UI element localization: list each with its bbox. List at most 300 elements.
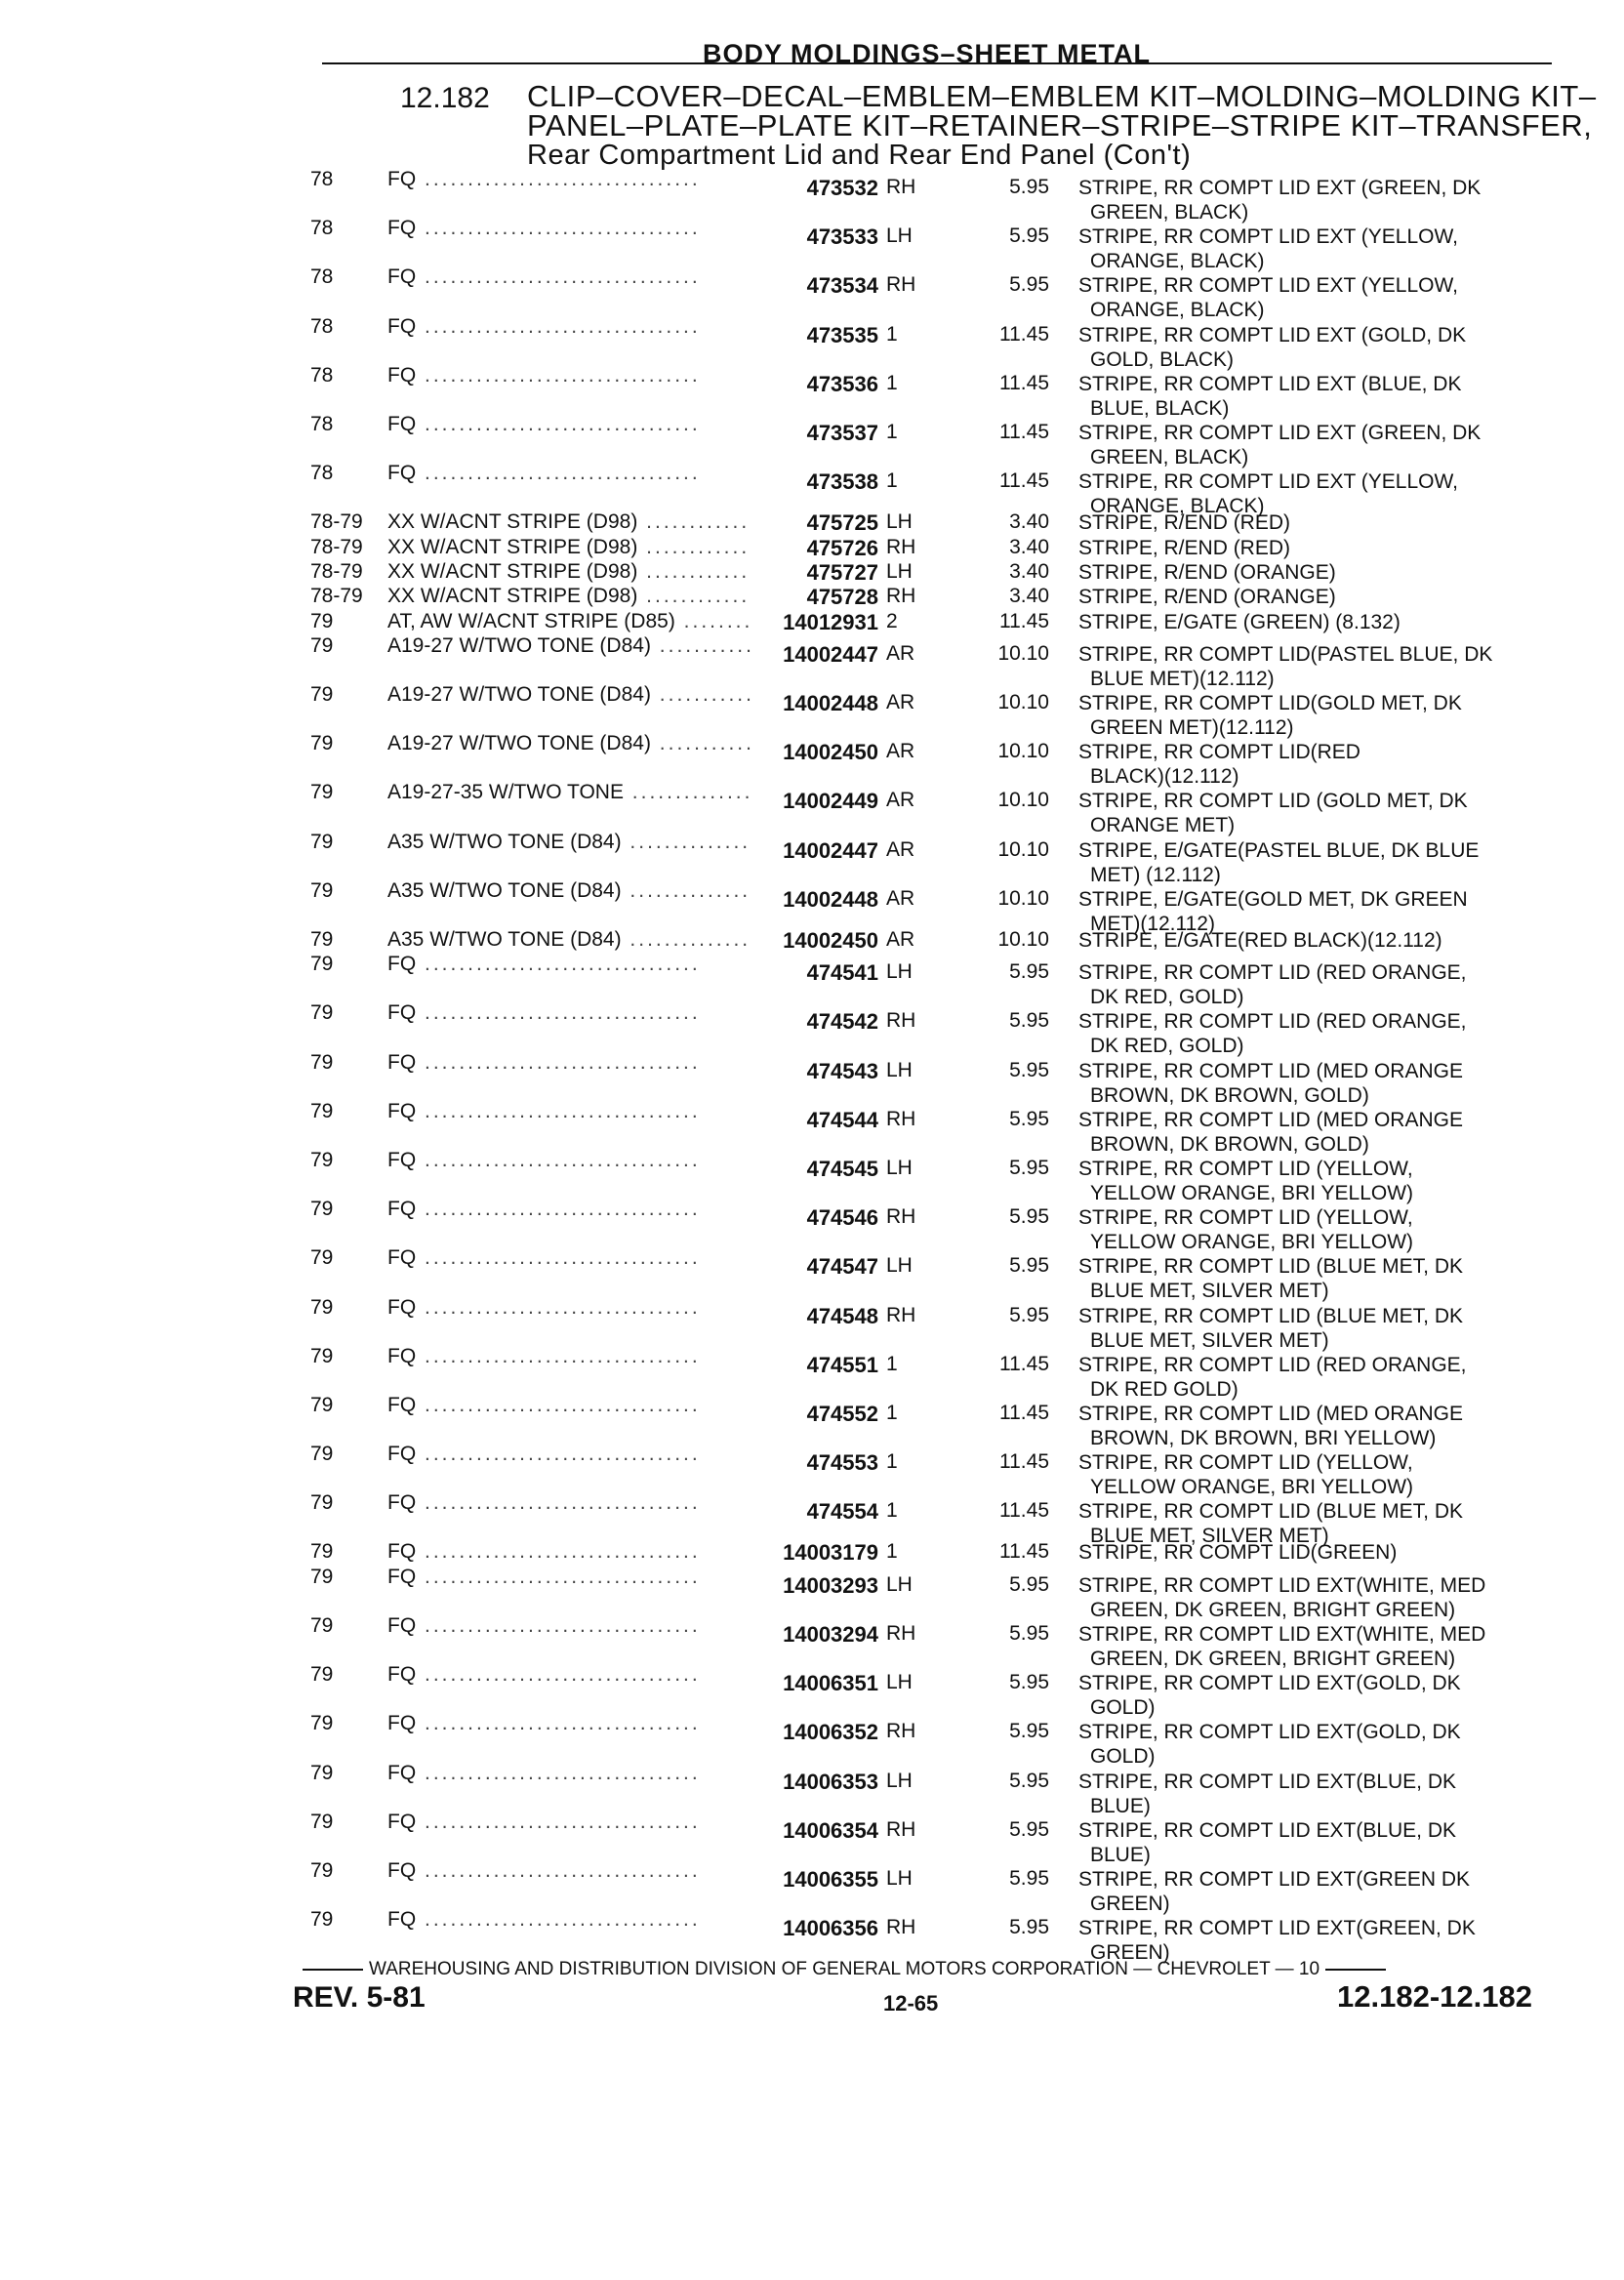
usage (387, 1001, 778, 1025)
table-row (293, 953, 1562, 1009)
quantity: AR (886, 789, 915, 812)
description-main: STRIPE, RR COMPT LID EXT(WHITE, MED (1078, 1573, 1486, 1597)
price: 11.45 (999, 1352, 1049, 1375)
quantity: AR (886, 740, 915, 763)
description (1078, 928, 1576, 953)
part-number: 14003179 (783, 1540, 878, 1566)
usage (387, 732, 778, 755)
model-year: 79 (310, 1858, 334, 1882)
usage (387, 1394, 778, 1417)
leader-dots: ................................ (416, 1443, 701, 1466)
description-continued: DK RED, GOLD) (1090, 1035, 1244, 1058)
table-row (293, 585, 1562, 609)
table-row (293, 1295, 1562, 1352)
usage (387, 879, 778, 903)
usage (387, 610, 778, 633)
description-main: STRIPE, RR COMPT LID (YELLOW, (1078, 1206, 1413, 1230)
model-year: 79 (310, 1148, 334, 1171)
part-number: 474552 (806, 1401, 878, 1426)
quantity: RH (886, 273, 916, 297)
table-row (293, 928, 1562, 953)
usage-text: FQ (387, 1491, 417, 1515)
quantity: LH (886, 1156, 913, 1179)
usage-text: FQ (387, 462, 417, 485)
usage-text: A19-27 W/TWO TONE (D84) (387, 682, 651, 706)
description-main: STRIPE, RR COMPT LID (RED ORANGE, (1078, 1353, 1467, 1376)
leader-dots: ................................ (416, 1148, 701, 1171)
description-main: STRIPE, RR COMPT LID EXT(BLUE, DK (1078, 1770, 1457, 1793)
usage (387, 928, 778, 952)
part-number: 474541 (806, 960, 878, 986)
table-row (293, 1491, 1562, 1548)
quantity: RH (886, 1205, 916, 1229)
description-continued: GREEN, BLACK) (1090, 201, 1249, 224)
description-continued: ORANGE, BLACK) (1090, 299, 1265, 322)
price: 5.95 (1009, 1303, 1049, 1326)
leader-dots: ................................ (416, 462, 701, 485)
quantity: 1 (886, 1352, 898, 1375)
description-main: STRIPE, RR COMPT LID EXT (BLUE, DK (1078, 372, 1462, 395)
part-number: 14002448 (783, 886, 878, 912)
description-main: STRIPE, RR COMPT LID EXT(GOLD, DK (1078, 1721, 1461, 1744)
model-year: 78 (310, 314, 334, 338)
usage (387, 536, 778, 559)
model-year: 78-79 (310, 585, 363, 608)
description-continued: GREEN, DK GREEN, BRIGHT GREEN) (1090, 1647, 1456, 1670)
description-main: STRIPE, E/GATE (GREEN) (8.132) (1078, 610, 1401, 633)
table-row (293, 1001, 1562, 1058)
group-number: 12.182 (400, 82, 490, 114)
usage-text: FQ (387, 1198, 417, 1221)
usage-text: FQ (387, 265, 417, 289)
usage (387, 1614, 778, 1638)
description-main: STRIPE, RR COMPT LID (RED ORANGE, (1078, 961, 1467, 985)
description (1078, 1916, 1576, 1965)
leader-dots: ........... (650, 732, 754, 755)
price: 5.95 (1009, 1817, 1049, 1841)
usage-text: A35 W/TWO TONE (D84) (387, 830, 622, 853)
table-row (293, 1858, 1562, 1915)
usage (387, 1566, 778, 1589)
usage-text: FQ (387, 1540, 417, 1564)
quantity: RH (886, 1817, 916, 1841)
description-continued: BROWN, DK BROWN, GOLD) (1090, 1083, 1369, 1107)
usage (387, 1149, 778, 1172)
leader-dots: ................................ (416, 1613, 701, 1637)
price: 3.40 (1009, 535, 1049, 558)
price: 10.10 (997, 927, 1049, 951)
quantity: LH (886, 559, 913, 583)
price: 5.95 (1009, 224, 1049, 248)
price: 11.45 (999, 420, 1049, 443)
part-number: 473533 (806, 224, 878, 250)
part-number: 14006356 (783, 1916, 878, 1941)
quantity: RH (886, 1621, 916, 1645)
leader-dots: ................................ (416, 1050, 701, 1074)
table-row (293, 633, 1562, 690)
description-continued: GREEN, BLACK) (1090, 445, 1249, 468)
leader-dots: ................................ (416, 1344, 701, 1367)
description-main: STRIPE, R/END (RED) (1078, 536, 1291, 559)
price: 5.95 (1009, 1866, 1049, 1890)
quantity: LH (886, 1572, 913, 1596)
table-row (293, 1246, 1562, 1303)
usage (387, 1663, 778, 1687)
part-number: 474542 (806, 1009, 878, 1035)
usage-text: FQ (387, 314, 417, 338)
page-number: 12-65 (883, 1991, 939, 2015)
description-main: STRIPE, RR COMPT LID EXT (GREEN, DK (1078, 177, 1482, 199)
leader-dots: ................................ (416, 1712, 701, 1735)
leader-dots: ................................ (416, 1295, 701, 1319)
quantity: LH (886, 1254, 913, 1278)
description-main: STRIPE, RR COMPT LID (BLUE MET, DK (1078, 1500, 1464, 1524)
model-year: 79 (310, 732, 334, 755)
description-continued: BLUE) (1090, 1843, 1151, 1866)
group-range: 12.182-12.182 (1337, 1979, 1532, 2014)
group-subtitle: Rear Compartment Lid and Rear End Panel (Con't) (527, 140, 1192, 171)
model-year: 79 (310, 1908, 334, 1932)
description (1078, 536, 1576, 560)
part-number: 14002447 (783, 641, 878, 667)
usage (387, 1100, 778, 1123)
description-main: STRIPE, RR COMPT LID EXT (GOLD, DK (1078, 323, 1467, 346)
description-continued: GREEN) (1090, 1892, 1170, 1915)
quantity: RH (886, 176, 916, 198)
description-main: STRIPE, RR COMPT LID EXT (YELLOW, (1078, 470, 1458, 494)
usage (387, 1540, 778, 1564)
usage (387, 217, 778, 240)
leader-dots: ................................ (416, 1246, 701, 1270)
usage (387, 683, 778, 707)
price: 11.45 (999, 322, 1049, 346)
usage-text: FQ (387, 1565, 417, 1588)
part-number: 14006354 (783, 1817, 878, 1843)
part-number: 473534 (806, 273, 878, 299)
part-number: 474545 (806, 1156, 878, 1181)
price: 10.10 (997, 789, 1049, 812)
parts-list (293, 168, 1562, 1965)
description-continued: GOLD) (1090, 1696, 1156, 1720)
price: 3.40 (1009, 559, 1049, 583)
group-title-line-1: CLIP–COVER–DECAL–EMBLEM–EMBLEM KIT–MOLDING–MOLDING KIT– (527, 79, 1597, 113)
usage-text: A35 W/TWO TONE (D84) (387, 878, 622, 902)
model-year: 79 (310, 878, 334, 902)
description-main: STRIPE, RR COMPT LID(PASTEL BLUE, DK (1078, 642, 1493, 666)
quantity: AR (886, 886, 915, 910)
part-number: 14006353 (783, 1769, 878, 1794)
description (1078, 510, 1576, 535)
description-continued: BLUE) (1090, 1794, 1151, 1817)
model-year: 79 (310, 1001, 334, 1025)
usage (387, 634, 778, 658)
description (1078, 560, 1576, 585)
usage (387, 413, 778, 436)
part-number: 474546 (806, 1205, 878, 1231)
model-year: 79 (310, 609, 334, 632)
part-number: 473536 (806, 371, 878, 396)
part-number: 474543 (806, 1058, 878, 1083)
quantity: RH (886, 1107, 916, 1130)
model-year: 78-79 (310, 535, 363, 558)
quantity: RH (886, 535, 916, 558)
price: 5.95 (1009, 1720, 1049, 1743)
description-continued: GREEN MET)(12.112) (1090, 715, 1294, 739)
usage-text: FQ (387, 1443, 417, 1466)
table-row (293, 1148, 1562, 1204)
quantity: 1 (886, 469, 898, 493)
description (1078, 585, 1576, 609)
price: 5.95 (1009, 1058, 1049, 1081)
part-number: 14002450 (783, 927, 878, 953)
quantity: LH (886, 1058, 913, 1081)
sheet-title: BODY MOLDINGS–SHEET METAL (703, 39, 1152, 68)
price: 10.10 (997, 886, 1049, 910)
description-continued: GREEN) (1090, 1941, 1170, 1965)
leader-dots: ................................ (416, 1565, 701, 1588)
part-number: 473532 (806, 176, 878, 200)
usage (387, 1491, 778, 1515)
table-row (293, 732, 1562, 789)
model-year: 78 (310, 363, 334, 387)
part-number: 14002450 (783, 740, 878, 765)
description-main: STRIPE, RR COMPT LID (MED ORANGE (1078, 1108, 1463, 1131)
table-row (293, 1663, 1562, 1720)
part-number: 14002447 (783, 837, 878, 863)
usage-text: XX W/ACNT STRIPE (D98) (387, 535, 638, 558)
description-main: STRIPE, RR COMPT LID EXT (GREEN, DK (1078, 421, 1482, 444)
description-continued: GOLD, BLACK) (1090, 347, 1235, 371)
description-main: STRIPE, RR COMPT LID(RED (1078, 741, 1360, 764)
quantity: RH (886, 1720, 916, 1743)
table-row (293, 878, 1562, 935)
description-main: STRIPE, RR COMPT LID EXT (YELLOW, (1078, 274, 1458, 298)
quantity: AR (886, 641, 915, 665)
usage-text: XX W/ACNT STRIPE (D98) (387, 510, 638, 534)
quantity: LH (886, 1866, 913, 1890)
price: 10.10 (997, 740, 1049, 763)
price: 11.45 (999, 371, 1049, 394)
description-continued: MET) (12.112) (1090, 863, 1221, 886)
leader-dots: ................................ (416, 953, 701, 976)
price: 5.95 (1009, 1916, 1049, 1939)
model-year: 79 (310, 1344, 334, 1367)
description-main: STRIPE, RR COMPT LID EXT(BLUE, DK (1078, 1818, 1457, 1842)
table-row (293, 1613, 1562, 1670)
price: 5.95 (1009, 176, 1049, 198)
price: 5.95 (1009, 960, 1049, 984)
usage (387, 1762, 778, 1785)
quantity: RH (886, 1009, 916, 1033)
usage-text: FQ (387, 1663, 417, 1687)
price: 11.45 (999, 469, 1049, 493)
usage-text: XX W/ACNT STRIPE (D98) (387, 585, 638, 608)
leader-dots: ................................ (416, 1663, 701, 1687)
part-number: 475725 (806, 510, 878, 536)
description-main: STRIPE, RR COMPT LID EXT(GREEN, DK (1078, 1917, 1476, 1940)
leader-dots: ................................ (416, 314, 701, 338)
part-number: 474544 (806, 1107, 878, 1132)
price: 5.95 (1009, 1671, 1049, 1694)
description-continued: ORANGE MET) (1090, 814, 1236, 837)
part-number: 475727 (806, 559, 878, 585)
table-row (293, 1443, 1562, 1499)
leader-dots: ........... (650, 682, 754, 706)
description (1078, 1540, 1576, 1565)
price: 5.95 (1009, 1254, 1049, 1278)
part-number: 474548 (806, 1303, 878, 1328)
price: 11.45 (999, 609, 1049, 632)
description-main: STRIPE, RR COMPT LID EXT(GOLD, DK (1078, 1672, 1461, 1695)
model-year: 79 (310, 1663, 334, 1687)
part-number: 475728 (806, 585, 878, 610)
price: 5.95 (1009, 1205, 1049, 1229)
table-row (293, 1198, 1562, 1254)
usage-text: A19-27 W/TWO TONE (D84) (387, 633, 651, 657)
model-year: 79 (310, 1099, 334, 1122)
usage-text: FQ (387, 1858, 417, 1882)
usage-text: FQ (387, 1344, 417, 1367)
description-continued: BROWN, DK BROWN, BRI YELLOW) (1090, 1426, 1437, 1449)
table-row (293, 363, 1562, 420)
usage-text: A19-27 W/TWO TONE (D84) (387, 732, 651, 755)
usage (387, 781, 778, 804)
price: 10.10 (997, 641, 1049, 665)
usage (387, 560, 778, 584)
group-title-line-2: PANEL–PLATE–PLATE KIT–RETAINER–STRIPE–STRIPE KIT–TRANSFER, (527, 108, 1593, 142)
model-year: 79 (310, 1050, 334, 1074)
table-row (293, 1761, 1562, 1817)
leader-dots: ............ (637, 559, 751, 583)
leader-dots: ................................ (416, 1810, 701, 1833)
description-main: STRIPE, RR COMPT LID (MED ORANGE (1078, 1402, 1463, 1425)
description-continued: BLUE MET, SILVER MET) (1090, 1280, 1329, 1303)
quantity: LH (886, 224, 913, 248)
table-row (293, 265, 1562, 322)
price: 5.95 (1009, 1769, 1049, 1792)
table-row (293, 781, 1562, 837)
quantity: RH (886, 1916, 916, 1939)
description-main: STRIPE, RR COMPT LID EXT (YELLOW, (1078, 225, 1458, 249)
model-year: 78 (310, 412, 334, 435)
table-row (293, 510, 1562, 535)
description-main: STRIPE, RR COMPT LID EXT(WHITE, MED (1078, 1622, 1486, 1646)
leader-dots: ................................ (416, 217, 701, 240)
leader-dots: ........... (650, 633, 754, 657)
quantity: 1 (886, 371, 898, 394)
usage-text: XX W/ACNT STRIPE (D98) (387, 559, 638, 583)
description-main: STRIPE, RR COMPT LID (BLUE MET, DK (1078, 1255, 1464, 1279)
model-year: 78 (310, 265, 334, 289)
table-row (293, 560, 1562, 585)
leader-dots: ................................ (416, 1001, 701, 1025)
price: 5.95 (1009, 1621, 1049, 1645)
quantity: RH (886, 1303, 916, 1326)
description-continued: BLACK)(12.112) (1090, 765, 1239, 789)
description-main: STRIPE, E/GATE(RED BLACK)(12.112) (1078, 928, 1442, 952)
model-year: 79 (310, 1443, 334, 1466)
table-row (293, 1344, 1562, 1401)
quantity: 1 (886, 1540, 898, 1564)
part-number: 474551 (806, 1352, 878, 1377)
model-year: 79 (310, 1491, 334, 1515)
description-main: STRIPE, R/END (RED) (1078, 511, 1291, 535)
price: 5.95 (1009, 1156, 1049, 1179)
part-number: 14002448 (783, 690, 878, 715)
usage (387, 1443, 778, 1466)
usage (387, 315, 778, 339)
usage-text: FQ (387, 412, 417, 435)
description-continued: BLUE MET, SILVER MET) (1090, 1525, 1329, 1548)
quantity: 1 (886, 1499, 898, 1523)
model-year: 79 (310, 633, 334, 657)
revision-label: REV. 5-81 (293, 1981, 426, 2014)
table-row (293, 1810, 1562, 1866)
table-row (293, 1712, 1562, 1769)
usage (387, 1859, 778, 1883)
leader-dots: ................................ (416, 1908, 701, 1932)
description-main: STRIPE, E/GATE(PASTEL BLUE, DK BLUE (1078, 838, 1480, 862)
part-number: 473535 (806, 322, 878, 347)
description-main: STRIPE, R/END (ORANGE) (1078, 586, 1336, 609)
description-continued: BROWN, DK BROWN, GOLD) (1090, 1132, 1369, 1156)
leader-dots: ................................ (416, 1858, 701, 1882)
model-year: 79 (310, 1810, 334, 1833)
part-number: 473537 (806, 420, 878, 445)
usage (387, 168, 778, 191)
leader-dots: ............ (637, 585, 751, 608)
usage-text: A19-27-35 W/TWO TONE (387, 781, 624, 804)
leader-dots: ................................ (416, 1393, 701, 1416)
part-number: 475726 (806, 535, 878, 560)
model-year: 79 (310, 1712, 334, 1735)
usage (387, 1198, 778, 1221)
description-continued: ORANGE, BLACK) (1090, 250, 1265, 273)
description-continued: BLUE MET, SILVER MET) (1090, 1328, 1329, 1352)
footer-rule-left (303, 1969, 363, 1971)
price: 3.40 (1009, 510, 1049, 534)
table-row (293, 1565, 1562, 1621)
quantity: AR (886, 837, 915, 861)
usage (387, 364, 778, 387)
description-main: STRIPE, RR COMPT LID (RED ORANGE, (1078, 1010, 1467, 1034)
usage-text: FQ (387, 168, 417, 190)
usage-text: FQ (387, 1712, 417, 1735)
usage (387, 462, 778, 485)
price: 11.45 (999, 1450, 1049, 1474)
quantity: LH (886, 1769, 913, 1792)
model-year: 79 (310, 830, 334, 853)
usage (387, 510, 778, 534)
part-number: 474554 (806, 1499, 878, 1525)
table-row (293, 168, 1562, 224)
part-number: 473538 (806, 469, 878, 495)
usage-text: FQ (387, 1099, 417, 1122)
price: 10.10 (997, 690, 1049, 713)
model-year: 78 (310, 462, 334, 485)
description-continued: DK RED, GOLD) (1090, 986, 1244, 1009)
usage-text: FQ (387, 363, 417, 387)
model-year: 79 (310, 1198, 334, 1221)
footer-rule-right (1325, 1969, 1386, 1971)
model-year: 79 (310, 781, 334, 804)
model-year: 79 (310, 682, 334, 706)
part-number: 14003293 (783, 1572, 878, 1598)
leader-dots: ........ (674, 609, 753, 632)
price: 5.95 (1009, 273, 1049, 297)
table-row (293, 462, 1562, 518)
model-year: 79 (310, 927, 334, 951)
